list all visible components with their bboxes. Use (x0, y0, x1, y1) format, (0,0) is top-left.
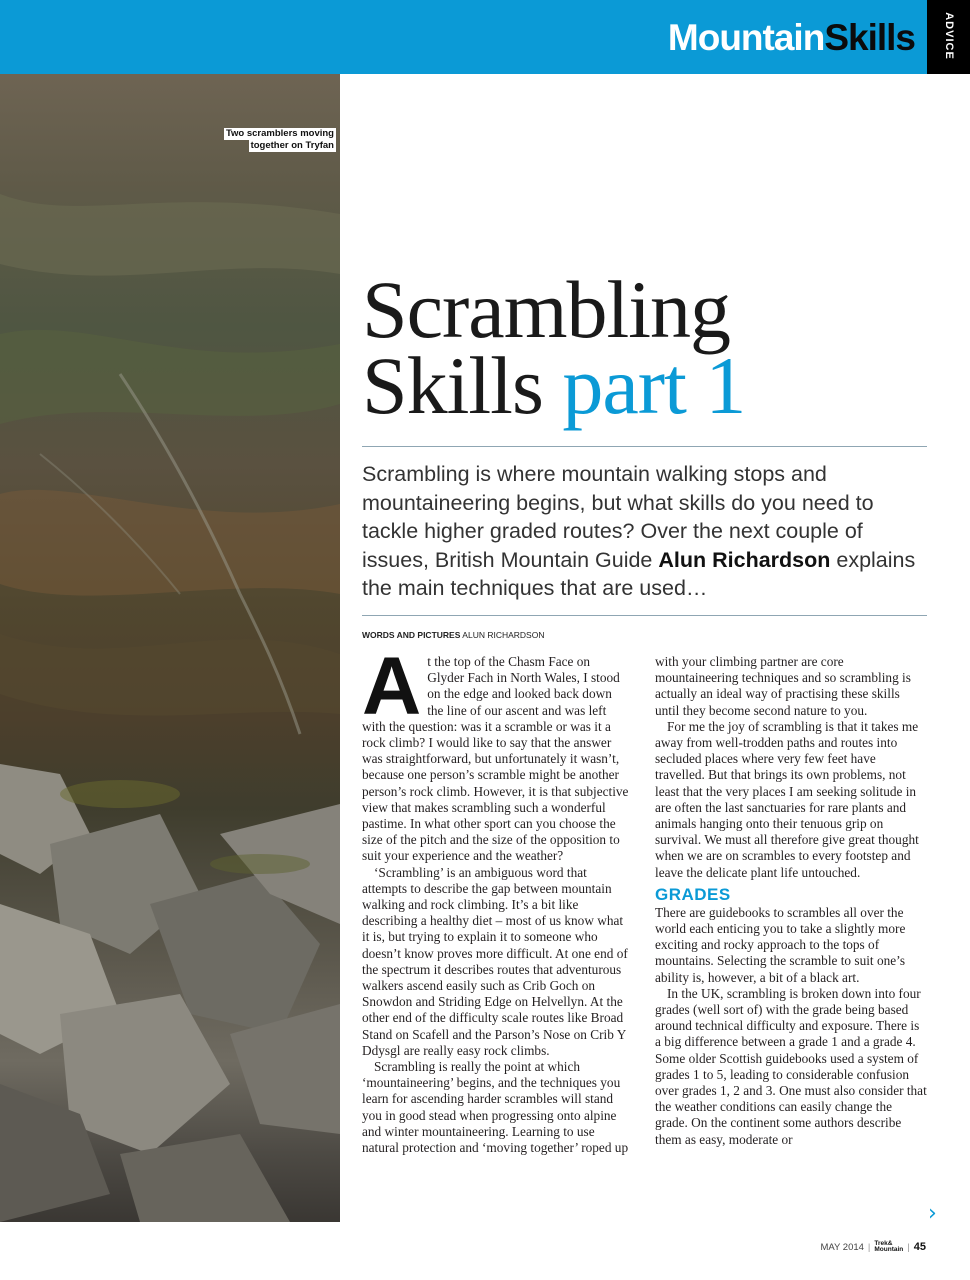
magazine-logo (874, 1241, 903, 1253)
title-part-number: part 1 (562, 340, 746, 431)
section-brand (668, 16, 915, 60)
page-number: 45 (913, 1241, 926, 1253)
body-column-2 (655, 654, 927, 1148)
advice-tab-label: ADVICE (942, 12, 955, 60)
page-footer (820, 1241, 926, 1253)
body-paragraph (362, 641, 630, 865)
standfirst-author: Alun Richardson (658, 547, 831, 572)
brand-part-one: Mountain (667, 17, 825, 58)
divider-bottom (362, 615, 927, 616)
photo-caption (224, 128, 336, 152)
caption-line-2: together on Tryfan (250, 140, 334, 151)
grades-heading: GRADES (655, 884, 731, 904)
body-column-1 (362, 641, 630, 1156)
mountain-landscape-illustration (0, 74, 340, 1222)
body-paragraph: ‘Scrambling’ is an ambiguous word that attempts to describe the gap between mountain walking and rock climbing. It’s a bit like describing a healthy diet – most of us know what it is, but trying to explain it to someone who doesn’t know proves more difficult. At one end of the spectrum it describes routes that adventurous walkers ascend easily such as Crib Goch on Snowdon and Striding Edge on Helvellyn. At the other end of the difficulty scale routes like Broad Stand on Scafell and the Parson’s Nose on Crib Y Ddysgl are really easy rock climbs. (362, 864, 628, 1058)
divider-top (362, 446, 927, 447)
standfirst-text-start: Scrambling is where mountain walking stops and mountaineering begins, but what skills do you need to tackle higher graded routes? Over the next couple of issues, British Mountain Guide (362, 462, 874, 572)
body-paragraph: For me the joy of scrambling is that it takes me away from well-trodden paths and routes into secluded places where very few feet have travelled. But that brings its own problems, not least that the very places I am seeking solitude in are often the last sanctuaries for rare plants and animals hanging onto their tenuous grip on survival. We must all therefore give great thought when we are on scrambles to every footstep and leave the delicate plant life untouched. (655, 718, 919, 880)
byline-name: ALUN RICHARDSON (462, 630, 545, 640)
byline (362, 630, 544, 640)
advice-tab (927, 0, 970, 74)
magazine-logo-line-2: Mountain (874, 1246, 904, 1253)
brand-part-two: Skills (824, 17, 915, 58)
title-line-1: Scrambling (362, 264, 731, 355)
standfirst-text-end: explains the main techniques that are used… (362, 547, 916, 600)
body-paragraph: with your climbing partner are core mountaineering techniques and so scrambling is actually an ideal way of practising these skills until they become second nature to you. (655, 654, 911, 718)
byline-label: WORDS AND PICTURES (362, 630, 461, 640)
body-paragraph: There are guidebooks to scrambles all over the world each enticing you to take a slightly more exciting and rocky approach to the tops of mountains. Selecting the scramble to suit one’s ability is, however, a bit of a black art. (655, 904, 906, 985)
magazine-logo-line-1: Trek& (874, 1240, 893, 1247)
issue-date: MAY 2014 (820, 1241, 864, 1253)
section-header-bar (0, 0, 927, 74)
body-paragraph: Scrambling is really the point at which ‘mountaineering’ begins, and the techniques you learn for ascending harder scrambles will stand you in good stead when progressing onto alpine and winter mountaineering. Learning to use natural protection and ‘moving together’ roped up (362, 1059, 629, 1156)
standfirst (362, 460, 927, 603)
article-title (362, 264, 746, 431)
continue-arrow-icon: › (928, 1201, 937, 1226)
drop-cap: A (362, 641, 422, 732)
title-line-2 (362, 340, 746, 431)
footer-separator: | (867, 1241, 871, 1253)
body-paragraph: In the UK, scrambling is broken down into four grades (well sort of) with the grade being based around technical difficulty and exposure. There is a big difference between a grade 1 and a grade 4. Some older Scottish guidebooks used a system of grades 1 to 5, leading to considerable confusion over grades 1, 2 and 3. One must also consider that the weather conditions can easily change the grade. On the continent some authors describe them as easy, moderate or (655, 985, 927, 1147)
title-line-2-main: Skills (362, 340, 563, 431)
paragraph-text: t the top of the Chasm Face on Glyder Fach in North Wales, I stood on the edge and looked back down the line of our ascent and was left with the question: was it a scramble or was it a rock climb? I would like to say that the answer was straightforward, but unfortunately it wasn’t, because one person’s scramble might be another person’s rock climb. However, it is that subjective view that makes scrambling such a wonderful pastime. In what other sport can you choose the size of the pitch and the size of the opposition to suit your experience and the weather? (362, 654, 629, 864)
footer-separator: | (907, 1241, 910, 1253)
hero-photo (0, 74, 340, 1222)
caption-line-1: Two scramblers moving (225, 128, 334, 139)
